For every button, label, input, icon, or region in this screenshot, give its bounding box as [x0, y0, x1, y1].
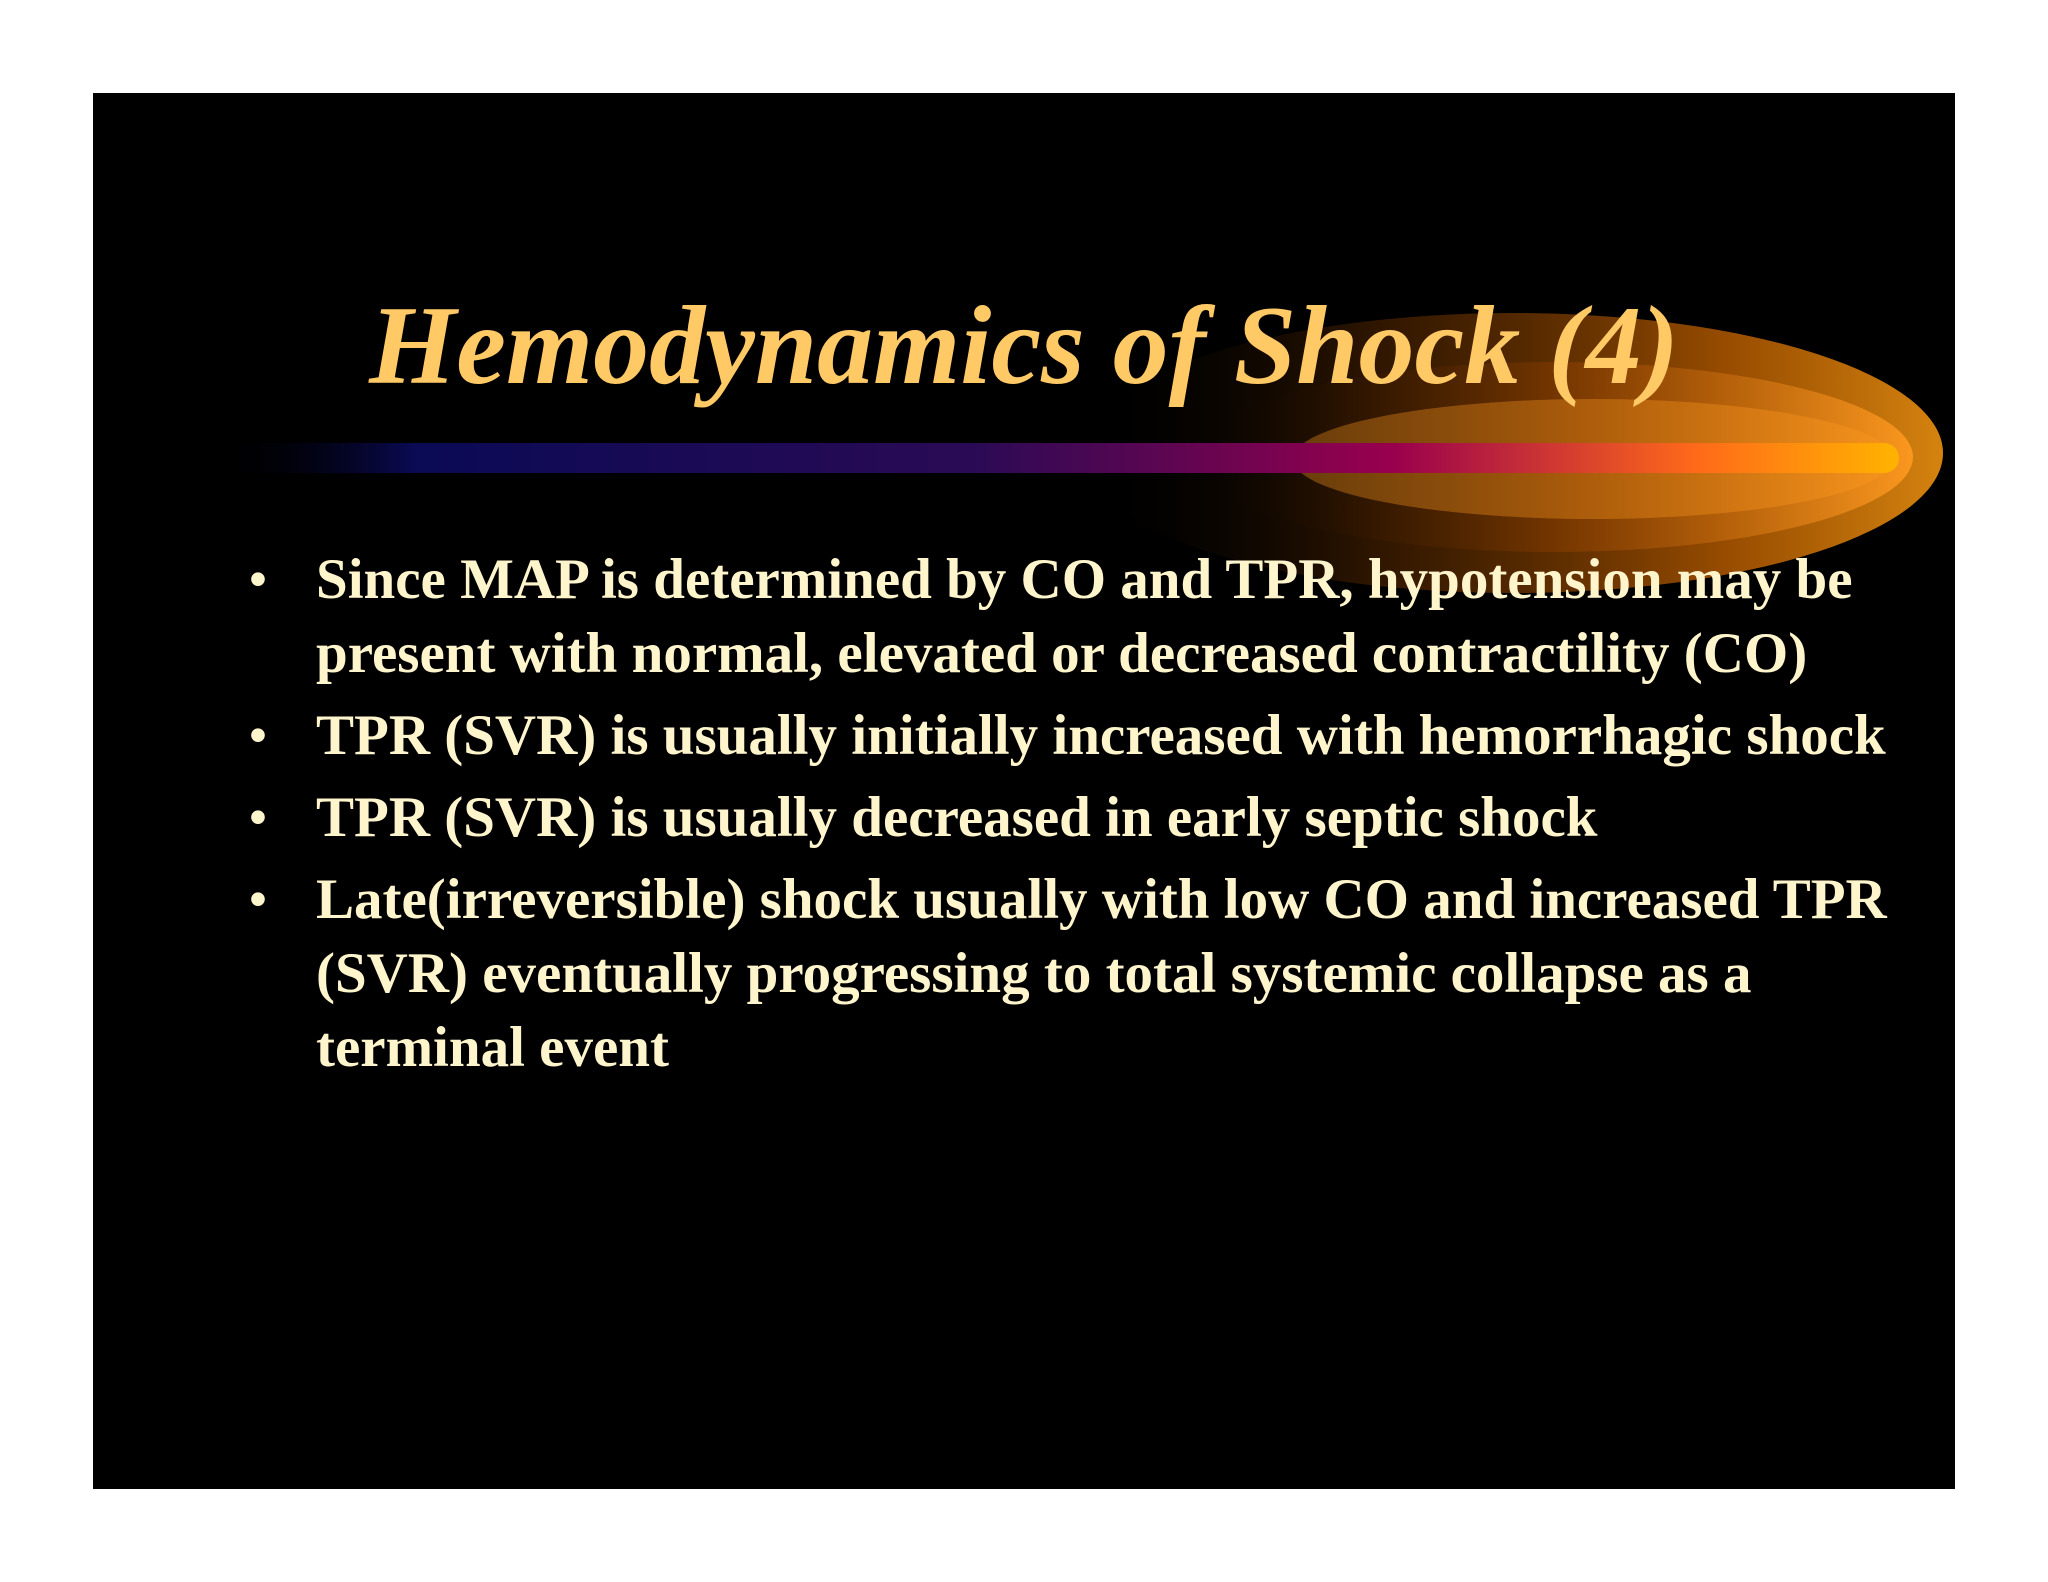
bullet-text: TPR (SVR) is usually initially increased with hemorrhagic shock	[316, 704, 1886, 767]
bullet-item	[248, 863, 1908, 1085]
bullet-text: TPR (SVR) is usually decreased in early septic shock	[316, 786, 1598, 849]
bullet-item	[248, 543, 1908, 691]
slide	[93, 93, 1955, 1489]
slide-title: Hemodynamics of Shock (4)	[369, 284, 1679, 408]
bullet-icon: •	[248, 786, 268, 849]
bullet-item	[248, 781, 1908, 855]
bullet-icon: •	[248, 548, 268, 611]
bullet-list	[248, 543, 1908, 1093]
bullet-icon: •	[248, 704, 268, 767]
bullet-icon: •	[248, 868, 268, 931]
bullet-text: Since MAP is determined by CO and TPR, hypotension may be present with normal, elevated or decreased contractility (CO)	[316, 548, 1853, 685]
bullet-text: Late(irreversible) shock usually with low CO and increased TPR (SVR) eventually progressing to total systemic collapse as a terminal event	[316, 868, 1887, 1079]
bullet-item	[248, 699, 1908, 773]
